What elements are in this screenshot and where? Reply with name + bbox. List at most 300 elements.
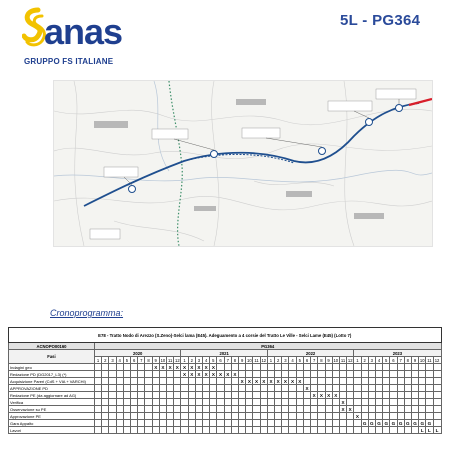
schedule-mark: G [406, 420, 410, 426]
schedule-cell [433, 392, 441, 399]
schedule-cell [109, 427, 116, 434]
schedule-cell [102, 392, 109, 399]
schedule-mark: X [167, 364, 174, 371]
schedule-cell [181, 385, 188, 392]
schedule-cell [347, 420, 354, 427]
schedule-cell [282, 427, 289, 434]
schedule-cell [253, 392, 260, 399]
schedule-cell [131, 378, 138, 385]
schedule-cell [383, 371, 390, 378]
brand-group: GRUPPO FS ITALIANE [24, 57, 114, 66]
schedule-cell [411, 364, 418, 371]
schedule-cell [375, 364, 382, 371]
schedule-cell [411, 371, 418, 378]
schedule-cell [231, 406, 238, 413]
schedule-cell [275, 427, 282, 434]
schedule-cell [289, 420, 296, 427]
schedule-cell [239, 392, 246, 399]
schedule-cell [332, 427, 339, 434]
activity-label: Redazione PD (DG2017_L3) (*) [9, 371, 95, 378]
schedule-cell [375, 392, 382, 399]
schedule-mark: X [296, 378, 303, 385]
schedule-cell [375, 413, 382, 420]
schedule-cell [231, 427, 238, 434]
schedule-cell [167, 378, 174, 385]
schedule-cell [239, 406, 246, 413]
schedule-mark: X [282, 378, 289, 385]
schedule-mark: X [275, 378, 282, 385]
schedule-cell [159, 392, 166, 399]
month-header: 12 [434, 357, 440, 363]
schedule-cell [354, 364, 361, 371]
schedule-cell [224, 385, 231, 392]
schedule-cell [109, 364, 116, 371]
schedule-mark: X [231, 371, 238, 378]
schedule-cell [383, 364, 390, 371]
schedule-cell [231, 385, 238, 392]
schedule-cell [253, 420, 260, 427]
schedule-cell [174, 420, 181, 427]
schedule-row [9, 406, 442, 413]
schedule-cell [246, 371, 253, 378]
schedule-cell [267, 413, 274, 420]
month-header: 1 [354, 357, 361, 364]
schedule-cell [397, 392, 404, 399]
schedule-cell [246, 420, 253, 427]
schedule-cell [390, 378, 397, 385]
schedule-cell [282, 385, 289, 392]
schedule-cell [231, 413, 238, 420]
schedule-cell [296, 420, 303, 427]
schedule-cell [404, 392, 411, 399]
schedule-cell [224, 420, 231, 427]
schedule-cell [109, 406, 116, 413]
schedule-cell [138, 385, 145, 392]
schedule-cell [224, 399, 231, 406]
schedule-cell [217, 385, 224, 392]
schedule-cell [145, 371, 152, 378]
schedule-cell [210, 427, 217, 434]
schedule-cell [131, 364, 138, 371]
schedule-mark: G [398, 420, 403, 426]
schedule-cell [296, 399, 303, 406]
schedule-cell [311, 364, 318, 371]
schedule-mark: G [427, 420, 432, 426]
schedule-cell [138, 371, 145, 378]
schedule-cell [116, 413, 123, 420]
schedule-cell [375, 427, 382, 434]
schedule-cell [289, 385, 296, 392]
schedule-cell [347, 427, 354, 434]
schedule-cell [116, 371, 123, 378]
schedule-row [9, 399, 442, 406]
schedule-year-row [9, 350, 442, 357]
schedule-cell [303, 399, 310, 406]
schedule-cell [152, 385, 159, 392]
schedule-cell [311, 420, 318, 427]
month-header: 8 [404, 357, 411, 364]
schedule-cell [318, 427, 325, 434]
schedule-cell [318, 406, 325, 413]
schedule-cell [419, 413, 426, 420]
schedule-cell [246, 392, 253, 399]
schedule-cell [332, 413, 339, 420]
schedule-mark: G [370, 420, 374, 426]
schedule-cell [332, 364, 339, 371]
month-header: 3 [282, 357, 289, 364]
schedule-cell [411, 378, 418, 385]
schedule-cell [159, 420, 166, 427]
schedule-cell [433, 364, 441, 371]
schedule-cell [203, 427, 210, 434]
schedule-cell [152, 406, 159, 413]
month-header: 1 [95, 357, 102, 364]
schedule-cell [426, 413, 433, 420]
schedule-cell [217, 413, 224, 420]
month-header: 9 [239, 357, 246, 364]
schedule-cell [289, 413, 296, 420]
month-header: 11 [427, 357, 432, 363]
month-header: 4 [203, 357, 210, 364]
schedule-cell [95, 413, 102, 420]
schedule-cell [339, 420, 346, 427]
month-header: 10 [160, 357, 166, 363]
schedule-row [9, 385, 442, 392]
schedule-cell [296, 385, 303, 392]
schedule-mark: X [217, 371, 224, 378]
activity-label: Indagini geo [9, 364, 95, 371]
schedule-mark: X [339, 399, 346, 406]
schedule-cell [303, 371, 310, 378]
schedule-title: E78 - Tratto Nodo di Arezzo (S.Zeno)-Selci lama (E45). Adeguamento a 4 corsie del Tratto Le Ville - Selci Lame (E45) (Lotto 7) [9, 328, 442, 343]
schedule-cell [123, 385, 130, 392]
schedule-cell [253, 385, 260, 392]
schedule-cell [339, 364, 346, 371]
schedule-cell [260, 420, 267, 427]
month-header: 1 [181, 357, 188, 364]
schedule-cell [289, 427, 296, 434]
schedule-cell [239, 413, 246, 420]
schedule-cell [239, 385, 246, 392]
month-header: 11 [167, 357, 173, 363]
schedule-cell [224, 392, 231, 399]
schedule-cell [109, 378, 116, 385]
month-header: 6 [217, 357, 224, 364]
schedule-cell [109, 385, 116, 392]
schedule-cell [260, 364, 267, 371]
schedule-cell [167, 385, 174, 392]
schedule-cell [131, 371, 138, 378]
schedule-cell [203, 399, 210, 406]
schedule-cell [210, 399, 217, 406]
schedule-cell [224, 378, 231, 385]
month-header: 8 [145, 357, 152, 364]
schedule-cell [289, 399, 296, 406]
schedule-cell [174, 378, 181, 385]
month-header: 9 [152, 357, 159, 364]
schedule-cell [188, 406, 195, 413]
schedule-cell [188, 399, 195, 406]
schedule-cell [210, 385, 217, 392]
schedule-cell [246, 399, 253, 406]
schedule-cell [239, 364, 246, 371]
schedule-cell [174, 371, 181, 378]
schedule-cell [131, 406, 138, 413]
schedule-cell [275, 399, 282, 406]
schedule-cell [311, 385, 318, 392]
schedule-cell [332, 378, 339, 385]
schedule-cell [116, 378, 123, 385]
schedule-cell [339, 427, 346, 434]
schedule-cell [419, 385, 426, 392]
activity-label: Redazione PE (da aggiornare ad AG) [9, 392, 95, 399]
schedule-cell [116, 385, 123, 392]
schedule-mark: X [181, 371, 188, 378]
month-header: 10 [247, 357, 252, 363]
schedule-table-wrap [8, 327, 440, 434]
schedule-cell [354, 420, 361, 427]
activity-label: Verifica [9, 399, 95, 406]
month-header: 11 [340, 357, 346, 363]
schedule-cell [188, 378, 195, 385]
schedule-cell [296, 406, 303, 413]
schedule-cell [275, 385, 282, 392]
schedule-cell [95, 385, 102, 392]
schedule-cell [325, 420, 332, 427]
schedule-mark: X [339, 406, 346, 413]
schedule-cell [325, 406, 332, 413]
schedule-cell [195, 392, 202, 399]
header [0, 0, 449, 78]
schedule-cell [397, 371, 404, 378]
schedule-cell [411, 385, 418, 392]
schedule-cell [411, 399, 418, 406]
schedule-cell [224, 364, 231, 371]
schedule-cell [145, 406, 152, 413]
schedule-cell [131, 427, 138, 434]
schedule-cell [246, 364, 253, 371]
schedule-table [8, 327, 442, 434]
schedule-cell [145, 392, 152, 399]
schedule-cell [361, 378, 368, 385]
schedule-mark: X [195, 364, 202, 371]
schedule-cell [116, 399, 123, 406]
schedule-cell [339, 385, 346, 392]
schedule-cell [419, 378, 426, 385]
schedule-cell [296, 413, 303, 420]
schedule-cell [217, 364, 224, 371]
schedule-row [9, 420, 442, 427]
schedule-cell [318, 378, 325, 385]
schedule-cell [188, 385, 195, 392]
activity-label: Gara Appalto [9, 420, 95, 427]
month-header: 4 [375, 357, 382, 364]
schedule-cell [433, 371, 441, 378]
schedule-mark: X [174, 364, 181, 371]
schedule-mark: X [347, 406, 354, 413]
schedule-cell [332, 371, 339, 378]
schedule-cell [433, 378, 441, 385]
schedule-mark: X [203, 371, 210, 378]
schedule-cell [246, 385, 253, 392]
schedule-cell [303, 406, 310, 413]
schedule-cell [426, 392, 433, 399]
schedule-cell [138, 364, 145, 371]
schedule-row [9, 392, 442, 399]
schedule-cell [253, 413, 260, 420]
schedule-cell [318, 371, 325, 378]
schedule-mark: X [253, 378, 260, 385]
schedule-mark: X [318, 392, 325, 399]
schedule-cell [174, 399, 181, 406]
schedule-mark: X [188, 364, 195, 371]
schedule-cell [152, 420, 159, 427]
schedule-cell [152, 392, 159, 399]
schedule-cell [195, 406, 202, 413]
schedule-cell [167, 413, 174, 420]
schedule-cell [303, 364, 310, 371]
schedule-cell [404, 385, 411, 392]
schedule-cell [339, 413, 346, 420]
schedule-cell [267, 427, 274, 434]
month-header: 2 [102, 357, 109, 364]
schedule-cell [303, 413, 310, 420]
schedule-cell [253, 371, 260, 378]
schedule-mark: G [413, 420, 417, 426]
month-header: 4 [116, 357, 123, 364]
schedule-cell [275, 406, 282, 413]
schedule-cell [95, 427, 102, 434]
schedule-cell [102, 413, 109, 420]
schedule-cell [188, 392, 195, 399]
schedule-cell [419, 406, 426, 413]
schedule-cell [361, 385, 368, 392]
schedule-cell [109, 392, 116, 399]
schedule-cell [246, 406, 253, 413]
schedule-cell [390, 364, 397, 371]
schedule-mark: X [246, 378, 253, 385]
schedule-cell [159, 399, 166, 406]
schedule-cell [347, 378, 354, 385]
month-header: 6 [131, 357, 138, 364]
month-header: 5 [296, 357, 303, 364]
month-header: 7 [224, 357, 231, 364]
schedule-cell [267, 371, 274, 378]
schedule-cell [433, 385, 441, 392]
month-header: 5 [123, 357, 130, 364]
schedule-cell [203, 406, 210, 413]
schedule-cell [203, 413, 210, 420]
schedule-cell [426, 364, 433, 371]
schedule-cell [368, 399, 375, 406]
schedule-cell [368, 385, 375, 392]
schedule-cell [138, 427, 145, 434]
schedule-mark: X [289, 378, 296, 385]
schedule-cell [116, 364, 123, 371]
schedule-cell [311, 371, 318, 378]
schedule-cell [138, 413, 145, 420]
schedule-cell [347, 385, 354, 392]
schedule-cell [383, 406, 390, 413]
schedule-cell [95, 392, 102, 399]
schedule-cell [102, 378, 109, 385]
schedule-cell [260, 385, 267, 392]
schedule-cell [246, 413, 253, 420]
schedule-mark: X [181, 364, 188, 371]
schedule-cell [102, 427, 109, 434]
schedule-cell [224, 427, 231, 434]
schedule-cell [253, 427, 260, 434]
schedule-cell [159, 427, 166, 434]
schedule-cell [109, 371, 116, 378]
schedule-cell [131, 399, 138, 406]
schedule-cell [102, 371, 109, 378]
schedule-cell [303, 392, 310, 399]
activity-label: Approvazione PE [9, 413, 95, 420]
month-header: 3 [368, 357, 375, 364]
schedule-code-label: ACNOPO00160 [9, 343, 95, 350]
month-header: 9 [411, 357, 418, 364]
schedule-cell [411, 406, 418, 413]
schedule-cell [332, 406, 339, 413]
month-header: 7 [397, 357, 404, 364]
schedule-cell [411, 427, 418, 434]
schedule-cell [318, 385, 325, 392]
schedule-cell [195, 399, 202, 406]
schedule-mark: X [260, 378, 267, 385]
schedule-cell [131, 385, 138, 392]
month-header: 2 [361, 357, 368, 364]
schedule-cell [354, 427, 361, 434]
schedule-cell [123, 378, 130, 385]
schedule-cell [131, 392, 138, 399]
schedule-cell [368, 392, 375, 399]
schedule-cell [123, 392, 130, 399]
schedule-mark: X [188, 371, 195, 378]
schedule-mark: X [311, 392, 318, 399]
schedule-cell [390, 427, 397, 434]
schedule-cell [289, 406, 296, 413]
schedule-cell [159, 378, 166, 385]
schedule-cell [354, 392, 361, 399]
schedule-cell [404, 413, 411, 420]
schedule-cell [123, 364, 130, 371]
schedule-cell [145, 399, 152, 406]
schedule-cell [318, 364, 325, 371]
schedule-cell [138, 399, 145, 406]
schedule-cell [426, 406, 433, 413]
schedule-mark: X [152, 364, 159, 371]
schedule-cell [159, 371, 166, 378]
schedule-cell [397, 364, 404, 371]
schedule-mark: X [239, 378, 246, 385]
month-header: 10 [333, 357, 339, 363]
schedule-cell [325, 385, 332, 392]
schedule-cell [231, 378, 238, 385]
schedule-cell [311, 378, 318, 385]
schedule-cell [152, 399, 159, 406]
map-svg [54, 81, 432, 246]
month-header: 12 [347, 357, 353, 363]
schedule-cell [131, 413, 138, 420]
schedule-cell [167, 427, 174, 434]
schedule-cell [375, 406, 382, 413]
schedule-cell [426, 371, 433, 378]
schedule-cell [167, 399, 174, 406]
schedule-cell [404, 406, 411, 413]
schedule-cell [231, 364, 238, 371]
schedule-cell [404, 364, 411, 371]
